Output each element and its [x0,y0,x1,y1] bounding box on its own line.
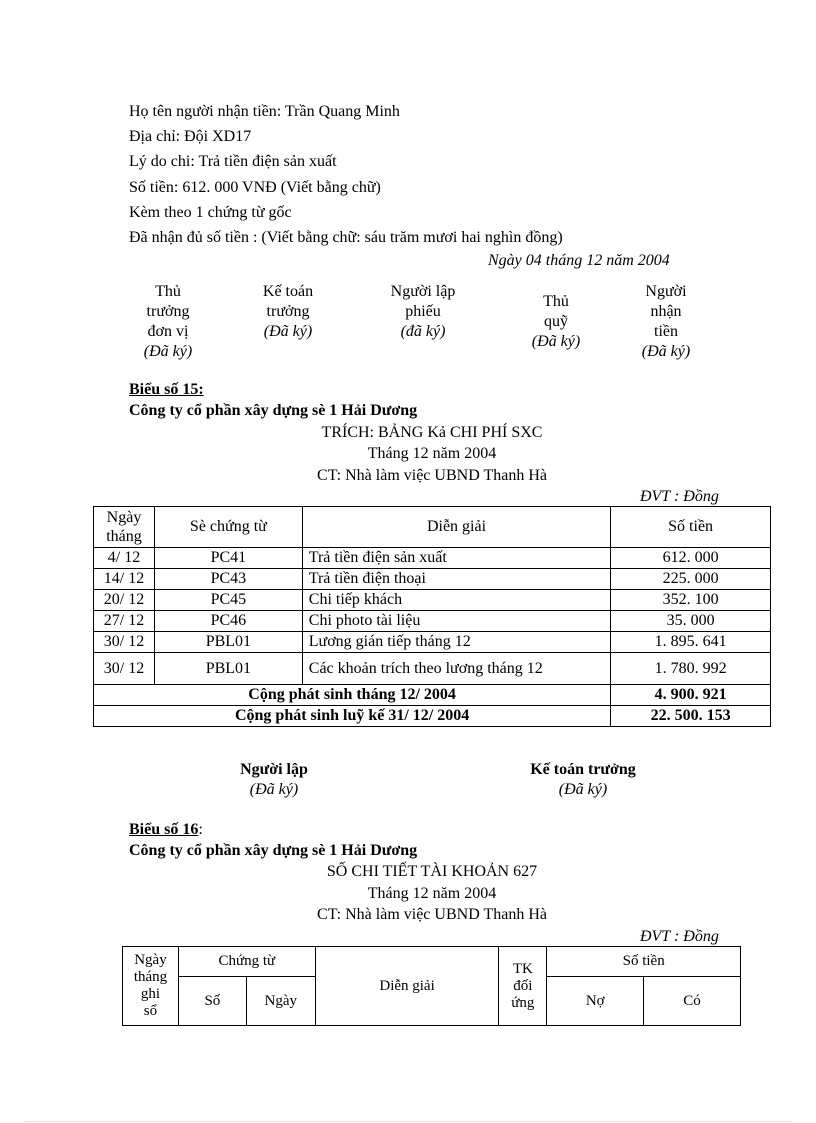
signature-note: (Đã ký) [249,781,299,798]
signature-note: (Đã ký) [641,343,691,360]
header-voucher-date: Ngày [246,977,315,1026]
attachment-line: Kèm theo 1 chứng từ gốc [129,204,292,221]
cell-desc: Trả tiền điện sản xuất [302,548,610,569]
table-row [94,590,771,611]
b15-project: CT: Nhà làm việc UBND Thanh Hà [317,467,547,484]
signature-title: Người [645,283,687,300]
received-line: Đã nhận đủ số tiền : (Viết bằng chữ: sáu trăm mươi hai nghìn đồng) [129,229,563,246]
b15-label: Biểu số 15: [129,381,204,398]
b16-project: CT: Nhà làm việc UBND Thanh Hà [317,906,547,923]
b15-month: Tháng 12 năm 2004 [367,445,497,462]
cell-doc: PBL01 [154,632,302,653]
header-line: ghi [140,986,161,1002]
b15-signature-chief-accountant [503,760,663,800]
header-doc: Sè chứng từ [154,507,302,548]
cell-amount: 612. 000 [611,548,771,569]
b15-signature-preparer [214,760,334,800]
header-line: ứng [511,994,535,1011]
signature-note: (Đã ký) [143,343,193,360]
b16-label: Biểu số 16 [129,821,199,838]
table-header-row [123,947,741,977]
page-bottom-rule [25,1121,791,1122]
cell-amount: 352. 100 [611,590,771,611]
header-date-line: tháng [106,528,142,545]
b16-title: SỐ CHI TIẾT TÀI KHOẢN 627 [326,863,538,880]
signature-title: tiền [654,323,678,340]
signature-director [130,282,206,362]
signature-title: Kế toán trưởng [530,761,636,778]
b15-title: TRÍCH: BẢNG Kả CHI PHÍ SXC [321,424,543,441]
header-desc: Diễn giải [315,947,499,1026]
table-row [94,611,771,632]
signature-note: (đã ký) [400,323,446,340]
signature-title: Người lập [390,283,456,300]
table-row [94,548,771,569]
total-row-month [94,685,771,706]
header-date [94,507,155,548]
cell-desc: Các khoản trích theo lương tháng 12 [302,653,610,685]
b15-unit: ĐVT : Đồng [640,488,719,505]
signature-title: trưởng [146,303,190,320]
signature-title: quỹ [544,313,568,330]
signature-cashier [520,292,592,352]
header-line: đối [513,977,533,994]
b16-label-colon: : [198,821,203,838]
header-voucher: Chứng từ [178,947,315,977]
cell-doc: PC46 [154,611,302,632]
recipient-name-line: Họ tên người nhận tiền: Trần Quang Minh [129,103,400,120]
cell-amount: 225. 000 [611,569,771,590]
cell-doc: PC43 [154,569,302,590]
signature-title: nhận [650,303,682,320]
b16-month: Tháng 12 năm 2004 [367,885,497,902]
cell-date: 20/ 12 [94,590,155,611]
cell-desc: Chi photo tài liệu [302,611,610,632]
signature-note: (Đã ký) [531,333,581,350]
header-line: sổ [143,1003,158,1019]
signature-title: Thủ [543,293,569,310]
cell-date: 30/ 12 [94,632,155,653]
signature-title: Kế toán [262,283,314,300]
total-month-value: 4. 900. 921 [611,685,771,706]
signature-title: trưởng [266,303,310,320]
b15-table [93,506,771,727]
cell-amount: 1. 895. 641 [611,632,771,653]
table-header-row [94,507,771,548]
header-line: TK [512,960,533,977]
header-debit: Nợ [547,977,644,1026]
b16-company: Công ty cổ phần xây dựng sè 1 Hải Dương [129,842,418,859]
signature-title: Thủ [155,283,181,300]
cell-doc: PC45 [154,590,302,611]
cell-doc: PC41 [154,548,302,569]
signature-receiver [628,282,704,362]
cell-date: 4/ 12 [94,548,155,569]
header-voucher-no: Số [178,977,246,1026]
header-amount: Số tiền [611,507,771,548]
reason-line: Lý do chi: Trả tiền điện sản xuất [129,153,337,170]
signature-note: (Đã ký) [558,781,608,798]
cell-desc: Chi tiếp khách [302,590,610,611]
total-cumulative-value: 22. 500. 153 [611,706,771,727]
address-line: Địa chỉ: Đội XD17 [129,128,252,145]
header-credit: Có [644,977,741,1026]
b16-label-wrap [129,820,203,840]
b16-table [122,946,741,1026]
signature-preparer [375,282,471,342]
header-line: tháng [133,969,168,985]
amount-line: Số tiền: 612. 000 VNĐ (Viết bằng chữ) [129,179,381,196]
header-contra-account [499,947,547,1026]
cell-amount: 35. 000 [611,611,771,632]
header-date-line: Ngày [106,509,142,526]
header-record-date [123,947,179,1026]
total-month-label: Cộng phát sinh tháng 12/ 2004 [94,685,611,706]
total-cumulative-label: Cộng phát sinh luỹ kế 31/ 12/ 2004 [94,706,611,727]
header-amount: Số tiền [547,947,741,977]
signature-title: Người lập [240,761,308,778]
cell-amount: 1. 780. 992 [611,653,771,685]
table-row [94,569,771,590]
b15-company: Công ty cổ phần xây dựng sè 1 Hải Dương [129,402,418,419]
cell-doc: PBL01 [154,653,302,685]
signature-title: đơn vị [147,323,189,340]
table-row [94,653,771,685]
cell-desc: Lương gián tiếp tháng 12 [302,632,610,653]
receipt-date: Ngày 04 tháng 12 năm 2004 [488,252,670,269]
cell-date: 27/ 12 [94,611,155,632]
signature-title: phiếu [405,303,441,320]
total-row-cumulative [94,706,771,727]
cell-date: 30/ 12 [94,653,155,685]
cell-date: 14/ 12 [94,569,155,590]
header-line: Ngày [134,952,167,968]
header-desc: Diễn giải [302,507,610,548]
cell-desc: Trả tiền điện thoại [302,569,610,590]
table-row [94,632,771,653]
signature-chief-accountant [245,282,331,342]
signature-note: (Đã ký) [263,323,313,340]
b16-unit: ĐVT : Đồng [640,928,719,945]
